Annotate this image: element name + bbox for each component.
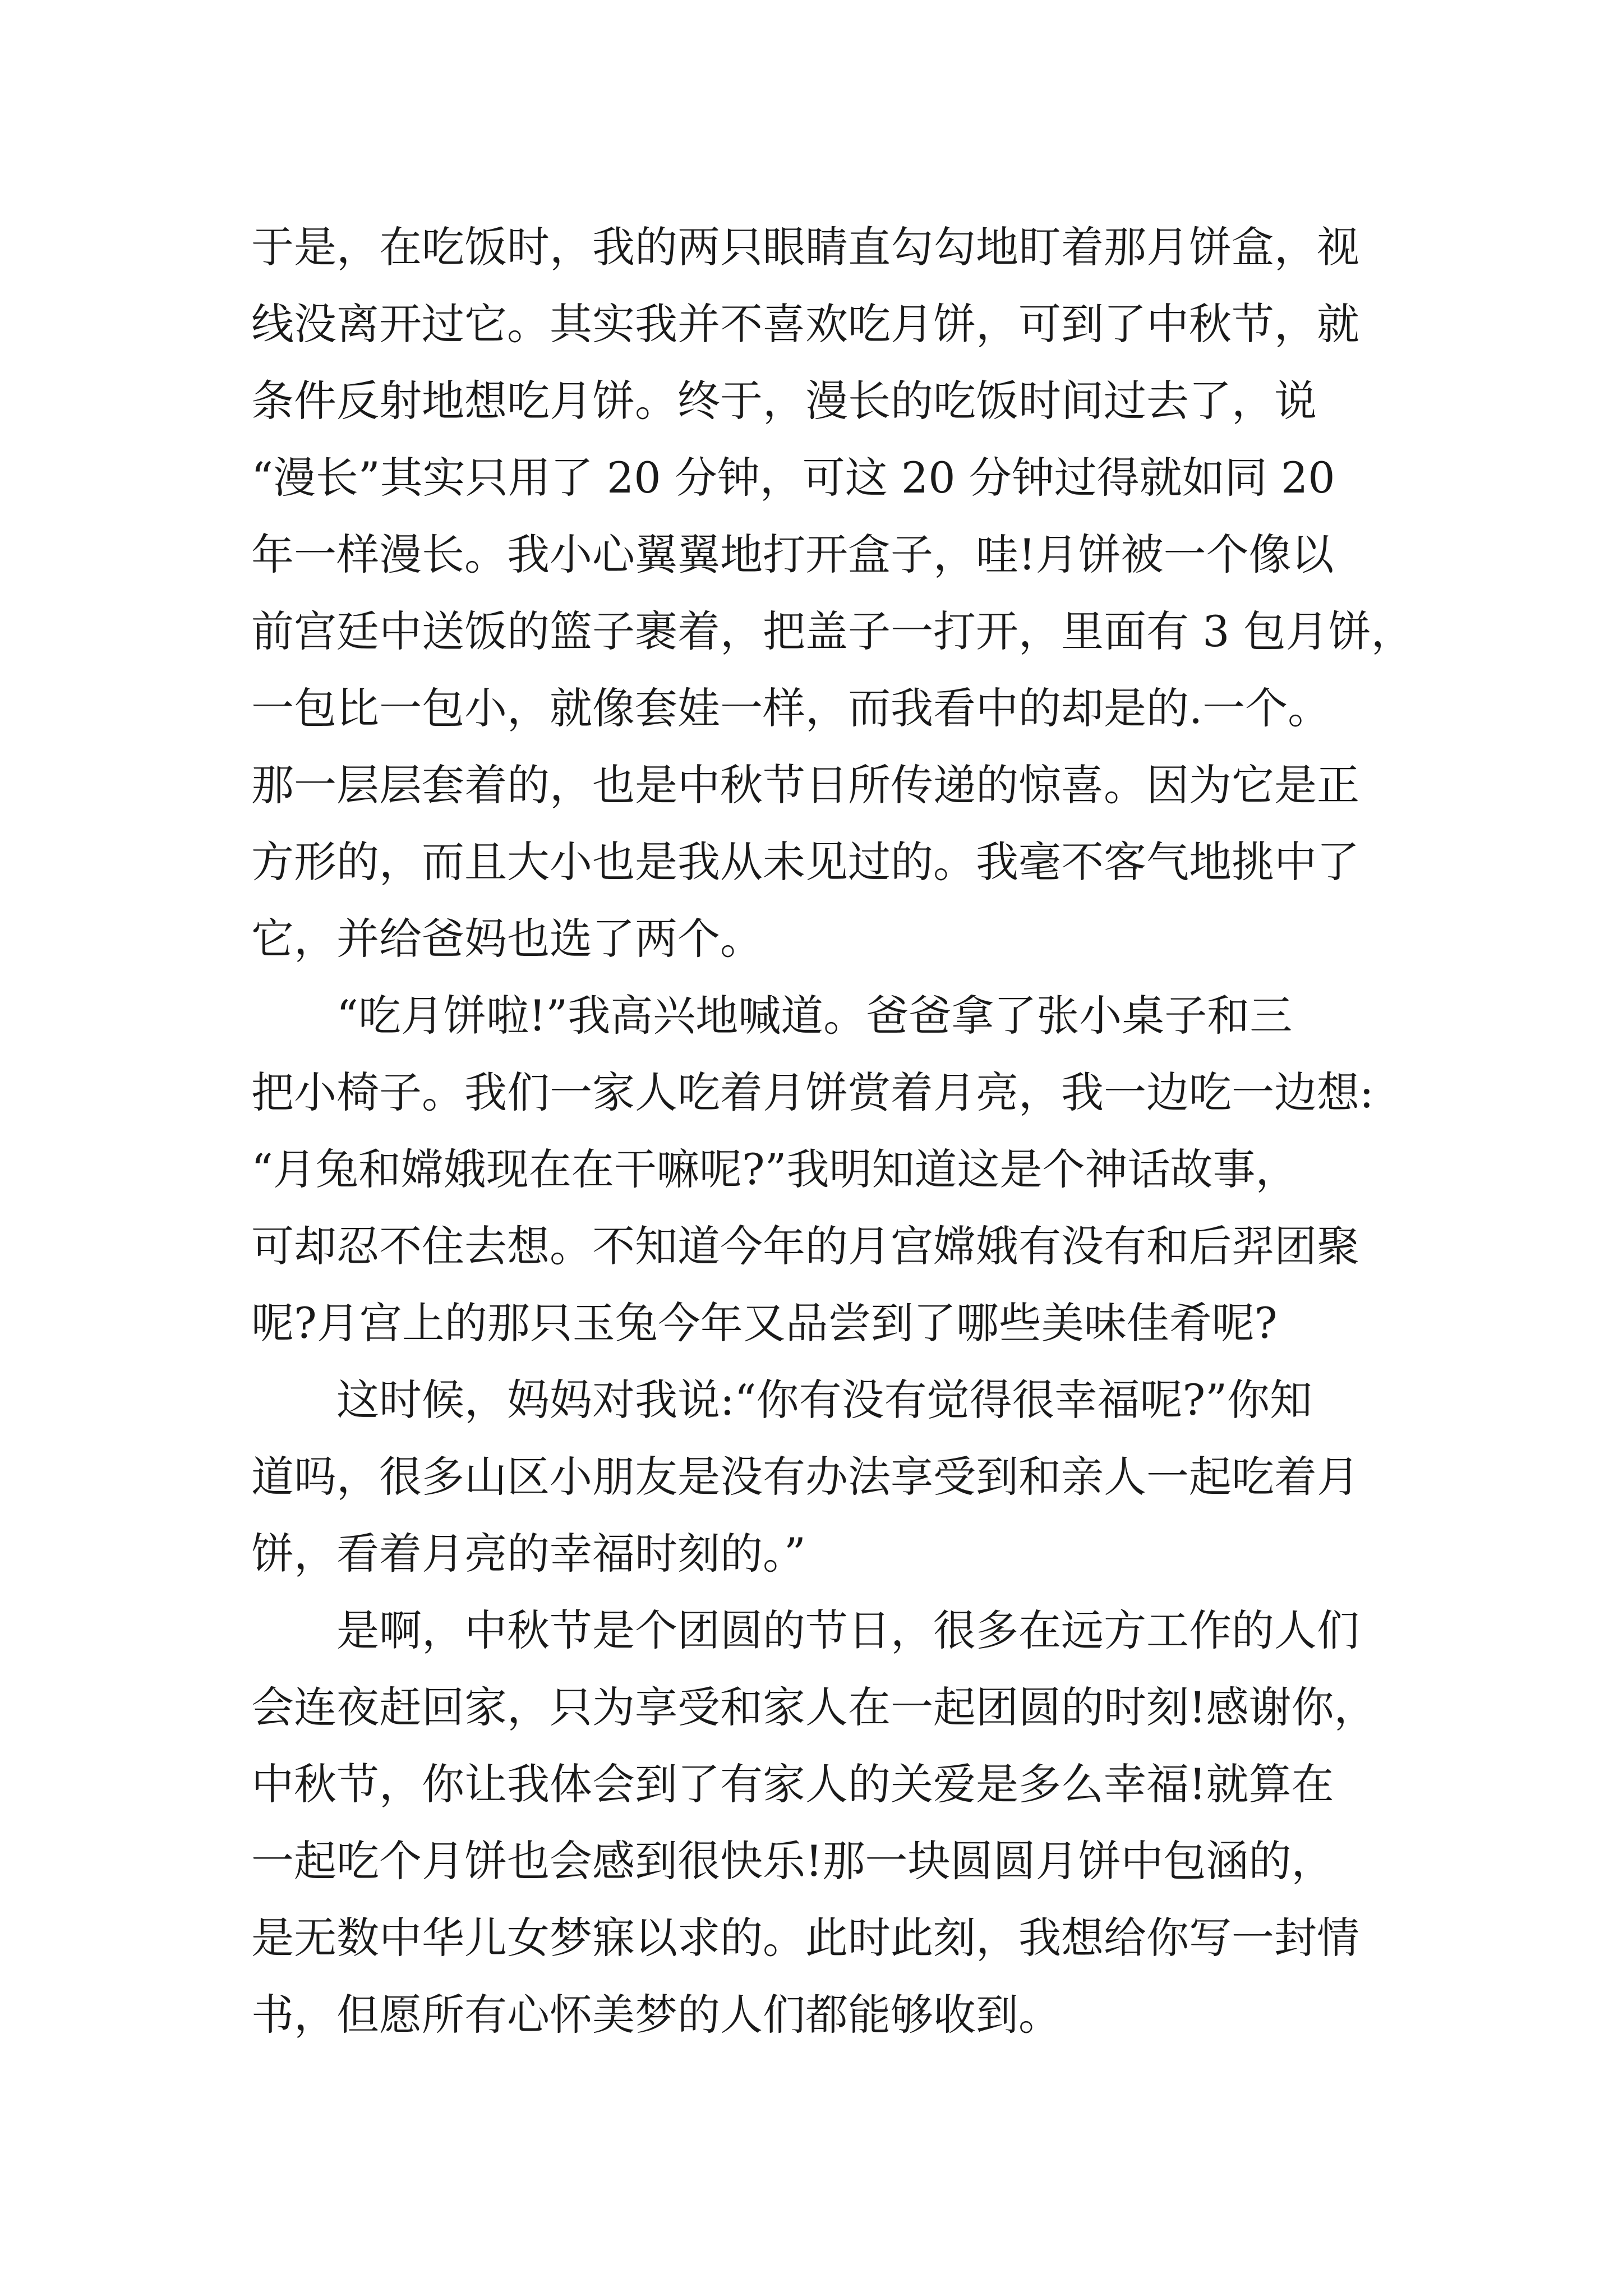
- text-line: 一起吃个月饼也会感到很快乐!那一块圆圆月饼中包涵的，: [251, 1836, 1334, 1886]
- text-line: 是无数中华儿女梦寐以求的。此时此刻，我想给你写一封情: [251, 1913, 1359, 1963]
- text-line: 把小椅子。我们一家人吃着月饼赏着月亮，我一边吃一边想:: [251, 1068, 1374, 1117]
- text-line: 于是，在吃饭时，我的两只眼睛直勾勾地盯着那月饼盒，视: [251, 222, 1359, 272]
- text-line: 那一层层套着的，也是中秋节日所传递的惊喜。因为它是正: [251, 760, 1359, 810]
- text-line: 前宫廷中送饭的篮子裹着，把盖子一打开，里面有 3 包月饼，: [251, 606, 1414, 656]
- text-line: 中秋节，你让我体会到了有家人的关爱是多么幸福!就算在: [251, 1759, 1334, 1809]
- text-line: 线没离开过它。其实我并不喜欢吃月饼，可到了中秋节，就: [251, 299, 1359, 349]
- text-line: 一包比一包小，就像套娃一样，而我看中的却是的.一个。: [251, 683, 1331, 733]
- text-line: 它，并给爸妈也选了两个。: [251, 914, 763, 964]
- text-line: 方形的，而且大小也是我从未见过的。我毫不客气地挑中了: [251, 837, 1359, 887]
- text-line: 可却忍不住去想。不知道今年的月宫嫦娥有没有和后羿团聚: [251, 1221, 1359, 1271]
- text-line: “月兔和嫦娥现在在干嘛呢?”我明知道这是个神话故事，: [251, 1144, 1298, 1194]
- text-line: 道吗，很多山区小朋友是没有办法享受到和亲人一起吃着月: [251, 1452, 1359, 1502]
- text-line: 书，但愿所有心怀美梦的人们都能够收到。: [251, 1990, 1061, 2040]
- text-line: 呢?月宫上的那只玉兔今年又品尝到了哪些美味佳肴呢?: [251, 1298, 1278, 1348]
- paragraph-start-line: 这时候，妈妈对我说:“你有没有觉得很幸福呢?”你知: [336, 1375, 1313, 1425]
- text-line: 年一样漫长。我小心翼翼地打开盒子，哇!月饼被一个像以: [251, 530, 1334, 579]
- text-line: 会连夜赶回家，只为享受和家人在一起团圆的时刻!感谢你，: [251, 1682, 1377, 1732]
- text-line: 条件反射地想吃月饼。终于，漫长的吃饭时间过去了，说: [251, 376, 1317, 426]
- text-line: “漫长”其实只用了 20 分钟，可这 20 分钟过得就如同 20: [251, 453, 1335, 503]
- text-line: 饼，看着月亮的幸福时刻的。”: [251, 1529, 806, 1579]
- document-body: [251, 209, 1414, 2053]
- paragraph-start-line: 是啊，中秋节是个团圆的节日，很多在远方工作的人们: [336, 1605, 1359, 1655]
- paragraph-start-line: “吃月饼啦!”我高兴地喊道。爸爸拿了张小桌子和三: [336, 991, 1293, 1041]
